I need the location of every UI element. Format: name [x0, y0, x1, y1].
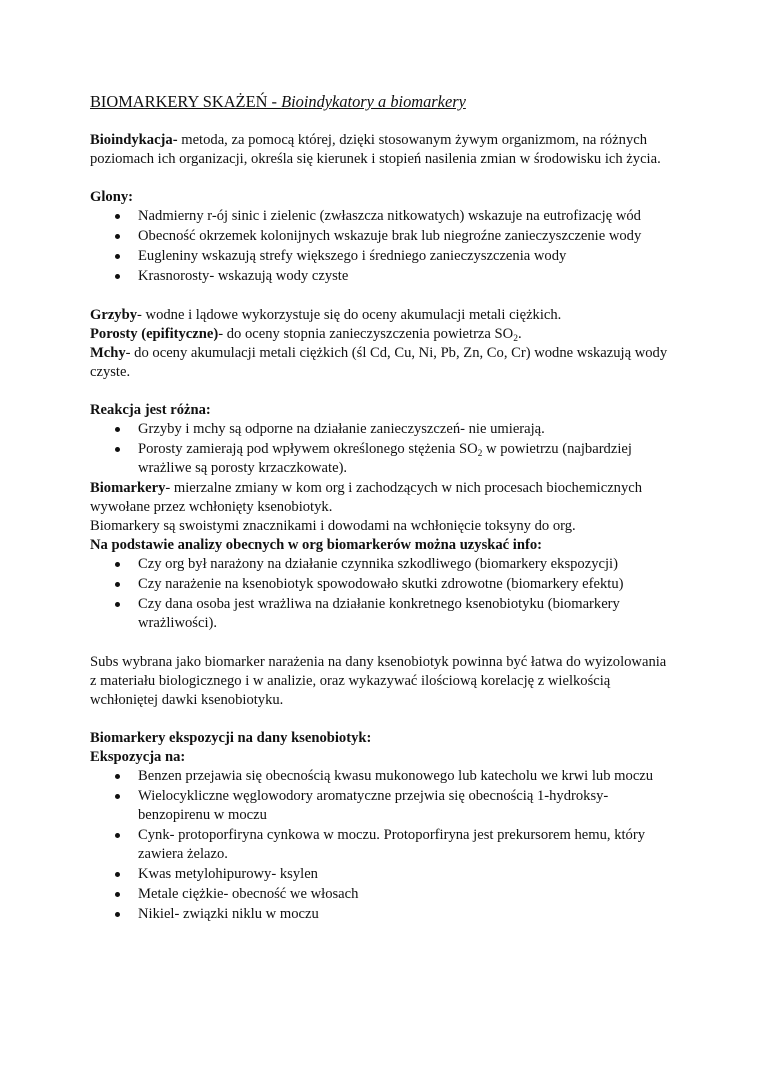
list-reakcja — [90, 420, 676, 478]
heading-ekspozycja — [90, 729, 676, 748]
list-item: Nikiel- związki niklu w moczu — [90, 905, 676, 924]
subheading-ekspozycja-text: Ekspozycja na: — [90, 749, 186, 765]
paragraph-biomarkery — [90, 479, 676, 517]
term-bioindykacja: Bioindykacja- — [90, 132, 178, 148]
heading-reakcja — [90, 401, 676, 420]
paragraph-bioindykacja — [90, 131, 676, 169]
list-item: Czy dana osoba jest wrażliwa na działanie konkretnego ksenobiotyku (biomarkery wrażliwości). — [90, 595, 676, 633]
title-italic: Bioindykatory a biomarkery — [281, 92, 466, 111]
text-porosty: - do oceny stopnia zanieczyszczenia powietrza SO — [218, 326, 514, 342]
reakcja-item2-pre: Porosty zamierają pod wpływem określonego stężenia SO — [138, 441, 478, 457]
text-grzyby: - wodne i lądowe wykorzystuje się do oceny akumulacji metali ciężkich. — [137, 307, 562, 323]
paragraph-biomarkery-2: Biomarkery są swoistymi znacznikami i dowodami na wchłonięcie toksyny do org. — [90, 518, 576, 534]
heading-ekspozycja-text: Biomarkery ekspozycji na dany ksenobiotyk: — [90, 730, 372, 746]
text-mchy: - do oceny akumulacji metali ciężkich (śl Cd, Cu, Ni, Pb, Zn, Co, Cr) wodne wskazują wody czyste. — [90, 345, 668, 380]
title-main: BIOMARKERY SKAŻEŃ - — [90, 92, 282, 111]
list-item: Kwas metylohipurowy- ksylen — [90, 865, 676, 884]
list-analiza — [90, 555, 676, 633]
list-glony — [90, 207, 676, 286]
term-mchy: Mchy — [90, 345, 126, 361]
list-item: Grzyby i mchy są odporne na działanie zanieczyszczeń- nie umierają. — [90, 420, 676, 439]
list-item: Cynk- protoporfiryna cynkowa w moczu. Protoporfiryna jest prekursorem hemu, który zawiera żelazo. — [90, 826, 676, 864]
tail-porosty: . — [517, 326, 522, 342]
heading-analiza — [90, 536, 676, 555]
list-item: Wielocykliczne węglowodory aromatyczne przejwia się obecnością 1-hydroksy-benzopirenu w moczu — [90, 787, 676, 825]
subscript-reakcja: 2 — [477, 449, 483, 459]
text-biomarkery: - mierzalne zmiany w kom org i zachodzących w nich procesach biochemicznych wywołane przez wchłonięty ksenobiotyk. — [90, 480, 643, 515]
term-biomarkery: Biomarkery — [90, 480, 166, 496]
list-item: Metale ciężkie- obecność we włosach — [90, 885, 676, 904]
text-bioindykacja: metoda, za pomocą której, dzięki stosowanym żywym organizmom, na różnych poziomach ich organizacji, określa się kierunek i stopień nasilenia zmian w środowisku ich życia. — [90, 132, 661, 167]
subheading-ekspozycja — [90, 748, 676, 767]
heading-analiza-text: Na podstawie analizy obecnych w org biomarkerów można uzyskać info: — [90, 537, 542, 553]
reakcja-item2-post: w powietrzu (najbardziej wrażliwe są porosty krzaczkowate). — [138, 441, 632, 476]
paragraph-subs: Subs wybrana jako biomarker narażenia na dany ksenobiotyk powinna być łatwa do wyizolowania z materiału biologicznego i w analizie, oraz wykazywać ilościową korelację z wielkością wchłoniętej dawki ksenobiotyku. — [90, 654, 667, 708]
list-item: Czy org był narażony na działanie czynnika szkodliwego (biomarkery ekspozycji) — [90, 555, 676, 574]
heading-glony-text: Glony: — [90, 189, 133, 205]
list-item: Nadmierny r-ój sinic i zielenic (zwłaszcza nitkowatych) wskazuje na eutrofizację wód — [90, 207, 676, 226]
document-title — [90, 92, 676, 112]
paragraph-grzyby — [90, 306, 676, 325]
list-item: Benzen przejawia się obecnością kwasu mukonowego lub katecholu we krwi lub moczu — [90, 767, 676, 786]
subscript-porosty: 2 — [513, 334, 518, 344]
list-ekspozycja — [90, 767, 676, 924]
heading-reakcja-text: Reakcja jest różna: — [90, 402, 211, 418]
list-item: Obecność okrzemek kolonijnych wskazuje brak lub niegroźne zanieczyszczenie wody — [90, 227, 676, 246]
heading-glony — [90, 188, 676, 207]
list-item: Czy narażenie na ksenobiotyk spowodowało skutki zdrowotne (biomarkery efektu) — [90, 575, 676, 594]
document-page — [90, 92, 676, 925]
paragraph-porosty — [90, 325, 676, 344]
paragraph-mchy — [90, 344, 676, 382]
list-item: Krasnorosty- wskazują wody czyste — [90, 267, 676, 286]
list-item — [90, 440, 676, 478]
term-grzyby: Grzyby — [90, 307, 138, 323]
term-porosty: Porosty (epifityczne) — [90, 326, 219, 342]
list-item: Eugleniny wskazują strefy większego i średniego zanieczyszczenia wody — [90, 247, 676, 266]
